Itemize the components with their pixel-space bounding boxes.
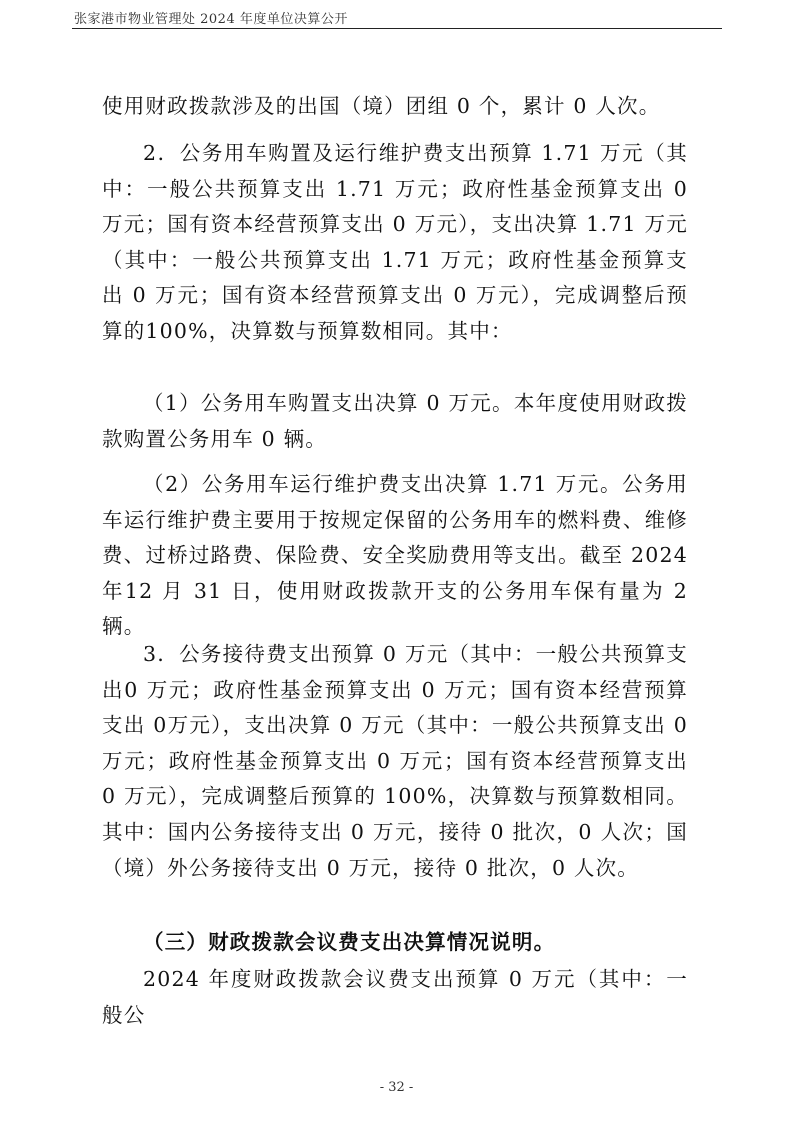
header-divider	[72, 28, 722, 29]
paragraph-vehicle-maintenance: （2）公务用车运行维护费支出决算 1.71 万元。公务用车运行维护费主要用于按规定保留的公务用车的燃料费、维修费、过桥过路费、保险费、安全奖励费用等支出。截至 2024 年12 月 31 日，使用财政拨款开支的公务用车保有量为 2 辆。	[102, 472, 688, 639]
paragraph-reception-expense: 3．公务接待费支出预算 0 万元（其中：一般公共预算支出0 万元；政府性基金预算支出 0 万元；国有资本经营预算支出 0万元），支出决算 0 万元（其中：一般公共预算支出 0 万元；政府性基金预算支出 0 万元；国有资本经营预算支出 0 万元），完成调整后预算的 100%，决算数与预算数相同。其中：国内公务接待支出 0 万元，接待 0 批次，0 人次；国（境）外公务接待支出 0 万元，接待 0 批次，0 人次。	[102, 642, 688, 880]
paragraph-outbound-groups: 使用财政拨款涉及的出国（境）团组 0 个，累计 0 人次。	[102, 94, 661, 118]
paragraph-meeting-expense: 2024 年度财政拨款会议费支出预算 0 万元（其中：一般公	[102, 967, 688, 1027]
running-header: 张家港市物业管理处 2024 年度单位决算公开	[74, 12, 348, 27]
paragraph-vehicle-expense: 2．公务用车购置及运行维护费支出预算 1.71 万元（其中：一般公共预算支出 1.71 万元；政府性基金预算支出 0 万元；国有资本经营预算支出 0 万元），支出决算 1.71 万元（其中：一般公共预算支出 1.71 万元；政府性基金预算支出 0 万元；国有资本经营预算支出 0 万元），完成调整后预算的100%，决算数与预算数相同。其中：	[102, 141, 688, 343]
page-number: - 32 -	[379, 1080, 414, 1095]
section-heading-meeting-expense: （三）财政拨款会议费支出决算情况说明。	[143, 930, 556, 954]
paragraph-vehicle-purchase: （1）公务用车购置支出决算 0 万元。本年度使用财政拨款购置公务用车 0 辆。	[102, 391, 688, 451]
